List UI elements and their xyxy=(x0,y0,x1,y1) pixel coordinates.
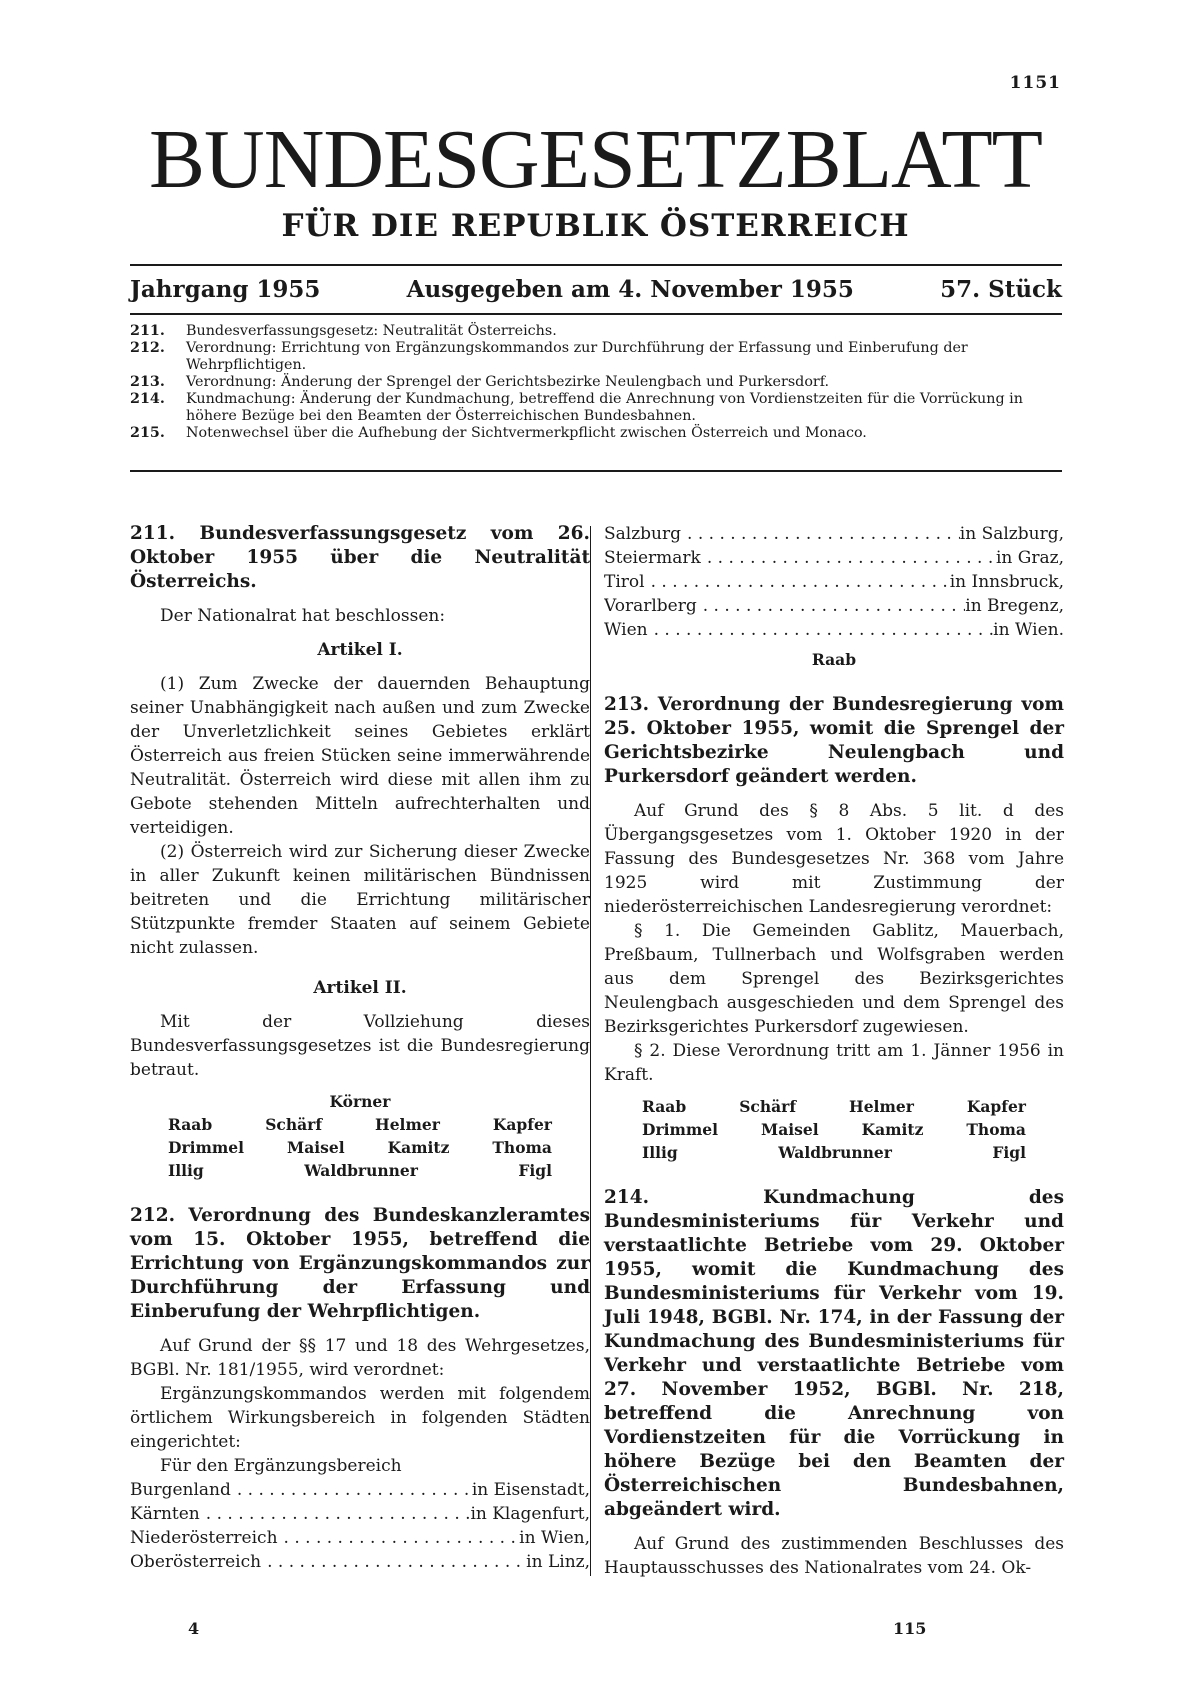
region-city: in Wien. xyxy=(993,620,1064,640)
region-entry xyxy=(604,522,1064,546)
section-212-title: Verordnung des Bundeskanzleramtes vom 15. Oktober 1955, betreffend die Errichtung von Ergänzungskommandos zur Durchführung der Erfassung und Einberufung der Wehrpflichtigen. xyxy=(130,1205,590,1322)
region-name: Niederösterreich xyxy=(130,1528,278,1548)
section-212-para-1: Auf Grund der §§ 17 und 18 des Wehrgesetzes, BGBl. Nr. 181/1955, wird verordnet: xyxy=(130,1336,590,1380)
section-213-signatures xyxy=(604,1095,1064,1164)
issue-year: Jahrgang 1955 xyxy=(130,276,321,303)
section-213-title: Verordnung der Bundesregierung vom 25. Oktober 1955, womit die Sprengel der Gerichtsbezirke Neulengbach und Purkersdorf geändert werden. xyxy=(604,694,1064,787)
region-city: in Innsbruck, xyxy=(949,572,1064,592)
section-214-para-1: Auf Grund des zustimmenden Beschlusses des Hauptausschusses des Nationalrates vom 24. Ok- xyxy=(604,1534,1064,1578)
section-212-para-3: Für den Ergänzungsbereich xyxy=(160,1456,402,1476)
section-213-para-2: § 1. Die Gemeinden Gablitz, Mauerbach, Preßbaum, Tullnerbach und Wolfsgraben werden aus dem Sprengel des Bezirksgerichtes Neulengbach ausgeschieden und dem Sprengel des Bezirksgerichtes Purkersdorf zugewiesen. xyxy=(604,921,1064,1037)
region-city: in Linz, xyxy=(526,1552,590,1572)
section-212-number: 212. xyxy=(130,1205,176,1226)
toc-item xyxy=(130,425,1062,442)
signature-name: Kamitz xyxy=(861,1120,924,1139)
region-name: Wien xyxy=(604,620,648,640)
signature-name: Helmer xyxy=(849,1097,914,1116)
signature-name: Kamitz xyxy=(387,1138,450,1157)
left-column xyxy=(130,522,590,1574)
signature-name: Drimmel xyxy=(168,1138,245,1157)
region-entry xyxy=(130,1550,590,1574)
region-city: in Wien, xyxy=(519,1528,590,1548)
masthead-title: BUNDESGESETZBLATT xyxy=(149,113,1042,206)
signature-name: Helmer xyxy=(375,1115,440,1134)
section-211-title: Bundesverfassungsgesetz vom 26. Oktober 1955 über die Neutralität Österreichs. xyxy=(130,523,590,592)
region-entry xyxy=(604,618,1064,642)
issue-piece: 57. Stück xyxy=(940,276,1062,303)
signature-name: Maisel xyxy=(761,1120,819,1139)
signature-name: Illig xyxy=(168,1161,204,1180)
toc-number: 212. xyxy=(130,340,165,356)
section-211-heading xyxy=(130,522,590,594)
article-2-heading: Artikel II. xyxy=(313,978,407,998)
section-213-para-3: § 2. Diese Verordnung tritt am 1. Jänner 1956 in Kraft. xyxy=(604,1041,1064,1085)
signature-name: Thoma xyxy=(966,1120,1026,1139)
region-city: in Eisenstadt, xyxy=(471,1480,590,1500)
region-entry xyxy=(604,594,1064,618)
signature-name: Raab xyxy=(642,1097,687,1116)
region-city: in Graz, xyxy=(996,548,1064,568)
signature-name: Schärf xyxy=(265,1115,322,1134)
column-divider xyxy=(590,526,591,1576)
signature-name: Maisel xyxy=(287,1138,345,1157)
toc-number: 213. xyxy=(130,374,165,390)
signature-name: Illig xyxy=(642,1143,678,1162)
section-211-intro: Der Nationalrat hat beschlossen: xyxy=(160,606,446,626)
article-1-para-1: (1) Zum Zwecke der dauernden Behauptung seiner Unabhängigkeit nach außen und zum Zwecke der Unverletzlichkeit seines Gebietes erklärt Österreich aus freien Stücken seine immerwährende Neutralität. Österreich wird diese mit allen ihm zu Gebote stehenden Mitteln aufrechterhalten und verteidigen. xyxy=(130,674,590,838)
toc-item xyxy=(130,391,1062,425)
toc-item xyxy=(130,340,1062,374)
signature-name: Figl xyxy=(992,1143,1026,1162)
region-city: in Klagenfurt, xyxy=(470,1504,590,1524)
footer-left-number: 4 xyxy=(188,1619,200,1638)
toc-number: 211. xyxy=(130,323,165,339)
signature-name: Waldbrunner xyxy=(778,1143,892,1162)
toc-text: Bundesverfassungsgesetz: Neutralität Österreichs. xyxy=(186,323,557,339)
toc-item xyxy=(130,323,1062,340)
region-entry xyxy=(130,1478,590,1502)
region-name: Kärnten xyxy=(130,1504,200,1524)
section-214-heading xyxy=(604,1186,1064,1522)
section-211-signatures xyxy=(130,1090,590,1182)
section-211-number: 211. xyxy=(130,523,176,544)
section-213-number: 213. xyxy=(604,694,650,715)
region-name: Tirol xyxy=(604,572,645,592)
issue-date: Ausgegeben am 4. November 1955 xyxy=(406,276,854,303)
signature-name: Raab xyxy=(168,1115,213,1134)
region-name: Oberösterreich xyxy=(130,1552,262,1572)
header-rule-top xyxy=(130,264,1062,266)
toc-item xyxy=(130,374,1062,391)
toc-text: Notenwechsel über die Aufhebung der Sichtvermerkpflicht zwischen Österreich und Monaco. xyxy=(186,425,867,441)
toc-text: Verordnung: Errichtung von Ergänzungskommandos zur Durchführung der Erfassung und Einberufung der Wehrpflichtigen. xyxy=(186,340,968,373)
region-entry xyxy=(604,546,1064,570)
header-rule-bottom xyxy=(130,313,1062,315)
article-1-para-2: (2) Österreich wird zur Sicherung dieser Zwecke in aller Zukunft keinen militärischen Bündnissen beitreten und die Errichtung militärischer Stützpunkte fremder Staaten auf seinem Gebiete nicht zulassen. xyxy=(130,842,590,958)
section-214-number: 214. xyxy=(604,1187,650,1208)
signature-name: Waldbrunner xyxy=(304,1161,418,1180)
page-number: 1151 xyxy=(1009,73,1061,93)
region-name: Burgenland xyxy=(130,1480,231,1500)
section-212-heading xyxy=(130,1204,590,1324)
table-of-contents xyxy=(130,323,1062,442)
region-city: in Salzburg, xyxy=(959,524,1064,544)
signature-name: Kapfer xyxy=(492,1115,552,1134)
section-212-para-2: Ergänzungskommandos werden mit folgendem örtlichem Wirkungsbereich in folgenden Städten eingerichtet: xyxy=(130,1384,590,1452)
section-213-para-1: Auf Grund des § 8 Abs. 5 lit. d des Übergangsgesetzes vom 1. Oktober 1920 in der Fassung des Bundesgesetzes Nr. 368 vom Jahre 1925 wird mit Zustimmung der niederösterreichischen Landesregierung verordnet: xyxy=(604,801,1064,917)
region-city: in Bregenz, xyxy=(965,596,1064,616)
section-212-signature: Raab xyxy=(811,650,857,669)
issue-line xyxy=(130,276,1062,303)
article-1-heading: Artikel I. xyxy=(317,640,403,660)
signature-name: Schärf xyxy=(739,1097,796,1116)
signature-name: Figl xyxy=(518,1161,552,1180)
signature-name: Körner xyxy=(329,1092,391,1111)
footer-right-number: 115 xyxy=(893,1619,927,1638)
toc-text: Verordnung: Änderung der Sprengel der Gerichtsbezirke Neulengbach und Purkersdorf. xyxy=(186,374,830,390)
signature-name: Thoma xyxy=(492,1138,552,1157)
toc-number: 215. xyxy=(130,425,165,441)
article-2-para: Mit der Vollziehung dieses Bundesverfassungsgesetzes ist die Bundesregierung betraut. xyxy=(130,1012,590,1080)
region-entry xyxy=(604,570,1064,594)
section-213-heading xyxy=(604,693,1064,789)
signature-name: Kapfer xyxy=(966,1097,1026,1116)
right-column xyxy=(604,522,1064,1580)
signature-name: Drimmel xyxy=(642,1120,719,1139)
region-entry xyxy=(130,1526,590,1550)
region-entry xyxy=(130,1502,590,1526)
toc-text: Kundmachung: Änderung der Kundmachung, betreffend die Anrechnung von Vordienstzeiten für die Vorrückung in höhere Bezüge bei den Beamten der Österreichischen Bundesbahnen. xyxy=(186,391,1023,424)
section-214-title: Kundmachung des Bundesministeriums für Verkehr und verstaatlichte Betriebe vom 29. Oktober 1955, womit die Kundmachung des Bundesministeriums für Verkehr vom 19. Juli 1948, BGBl. Nr. 174, in der Fassung der Kundmachung des Bundesministeriums für Verkehr und verstaatlichte Betriebe vom 27. November 1952, BGBl. Nr. 218, betreffend die Anrechnung von Vordienstzeiten für die Vorrückung in höhere Bezüge bei den Beamten der Österreichischen Bundesbahnen, abgeändert wird. xyxy=(604,1187,1064,1520)
region-name: Salzburg xyxy=(604,524,682,544)
masthead-subtitle: FÜR DIE REPUBLIK ÖSTERREICH xyxy=(281,208,910,244)
toc-number: 214. xyxy=(130,391,165,407)
toc-rule xyxy=(130,470,1062,472)
region-name: Vorarlberg xyxy=(604,596,697,616)
region-name: Steiermark xyxy=(604,548,701,568)
